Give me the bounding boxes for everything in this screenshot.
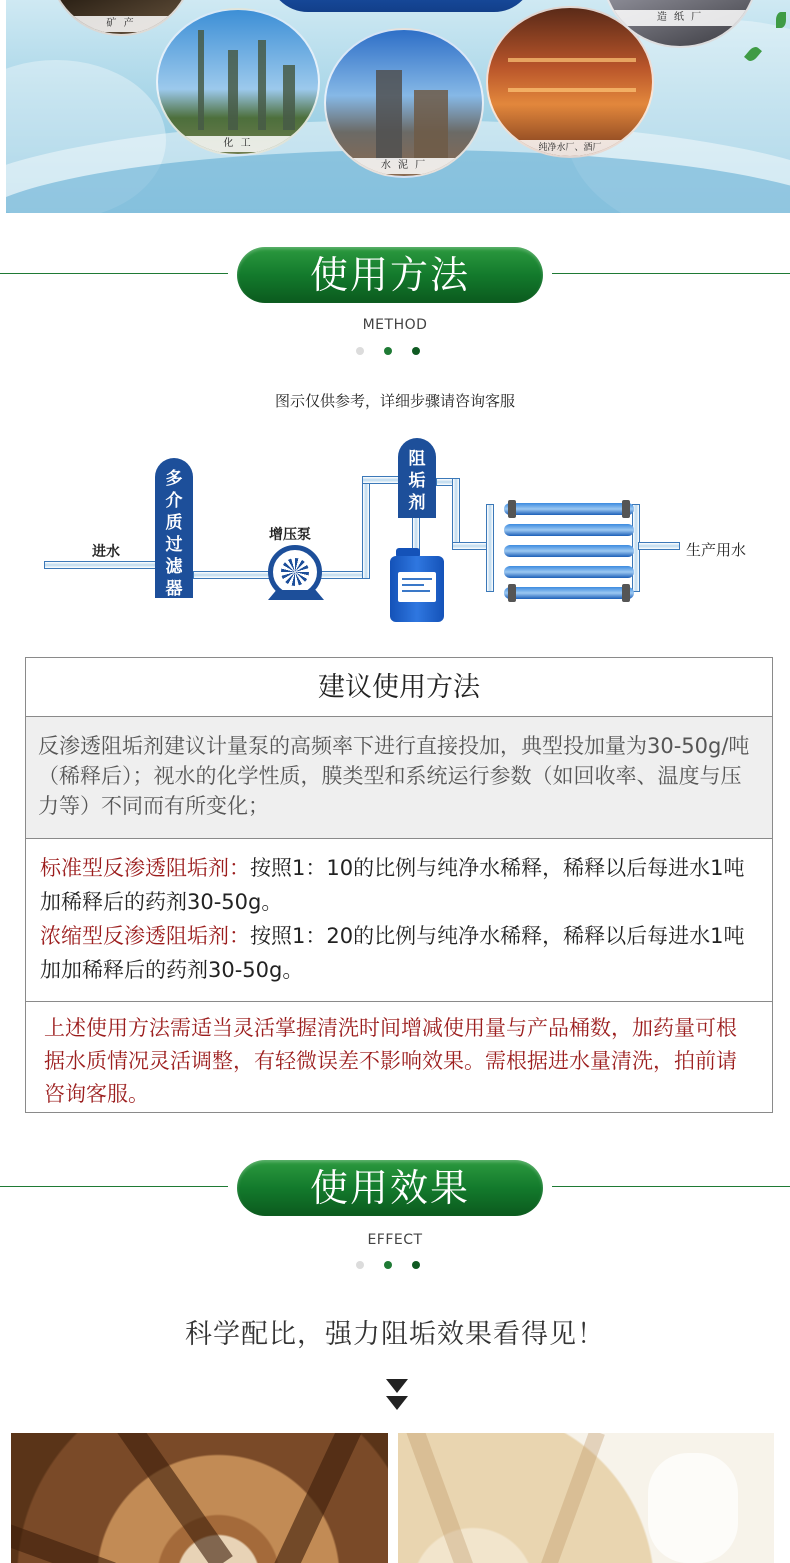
- antiscalant-label: 阻垢剂: [408, 449, 426, 513]
- cement-label: 水 泥 厂: [326, 158, 482, 174]
- membrane-tube: [504, 566, 634, 578]
- after-clean-photo: [398, 1433, 774, 1563]
- drum-label-patch: [398, 572, 436, 602]
- pipe: [638, 542, 680, 550]
- dot-icon: [356, 1261, 364, 1269]
- membrane-tube: [504, 503, 634, 515]
- impeller-blade: [400, 1433, 475, 1563]
- output-label: 生产用水: [686, 541, 747, 559]
- dot-icon: [412, 1261, 420, 1269]
- tower-shape: [228, 50, 238, 130]
- pump-label: 增压泵: [269, 527, 311, 543]
- membrane-cap: [622, 584, 630, 602]
- method-header: [0, 247, 790, 307]
- leaf-icon: [776, 12, 786, 28]
- tower-shape: [258, 40, 266, 130]
- tower-shape: [376, 70, 402, 160]
- paper-label: 造 纸 厂: [604, 10, 756, 26]
- membrane-cap: [508, 500, 516, 518]
- method-title: 使用方法: [237, 247, 543, 303]
- chevron-down-icon: [386, 1396, 408, 1410]
- dot-icon: [356, 347, 364, 355]
- effect-header: [0, 1160, 790, 1220]
- inlet-label: 进水: [92, 544, 120, 560]
- diagram-note: 图示仅供参考，详细步骤请咨询客服: [274, 392, 515, 410]
- divider-line: [552, 1186, 790, 1187]
- membrane-tube: [504, 587, 634, 599]
- impeller-blade: [11, 1518, 116, 1563]
- mine-label: 矿 产: [50, 16, 192, 32]
- tower-shape: [198, 30, 204, 130]
- effect-title: 使用效果: [237, 1160, 543, 1216]
- pump-fan-icon: [281, 558, 309, 586]
- pipe-shape: [508, 58, 636, 62]
- water-brewery-label: 纯净水厂、酒厂: [488, 140, 652, 156]
- usage-table: [25, 657, 773, 1113]
- dot-icon: [384, 1261, 392, 1269]
- pipe: [452, 542, 488, 550]
- chemical-plant-photo: [156, 8, 320, 156]
- banner-top-bar: [268, 0, 534, 12]
- cement-plant-photo: [324, 28, 484, 178]
- impeller-hub: [648, 1453, 738, 1563]
- antiscalant-tank: [398, 438, 436, 518]
- dilution-instructions: [26, 839, 772, 1002]
- decor-dots: [356, 1261, 436, 1271]
- mine-photo: [48, 0, 194, 36]
- membrane-tube: [504, 545, 634, 557]
- multimedia-filter: [155, 458, 193, 598]
- pipe: [362, 476, 402, 484]
- pipe-shape: [508, 88, 636, 92]
- impeller-blade: [116, 1433, 233, 1563]
- impeller-blade: [538, 1433, 604, 1563]
- standard-type-label: 标准型反渗透阻垢剂：: [40, 856, 250, 880]
- dot-icon: [384, 347, 392, 355]
- effect-subtitle: EFFECT: [367, 1232, 423, 1248]
- pipe: [452, 478, 460, 548]
- concentrated-type-label: 浓缩型反渗透阻垢剂：: [40, 924, 250, 948]
- dot-icon: [412, 347, 420, 355]
- effect-slogan: 科学配比，强力阻垢效果看得见！: [185, 1319, 605, 1350]
- pump-base: [268, 590, 324, 600]
- membrane-cap: [508, 584, 516, 602]
- usage-notice: 上述使用方法需适当灵活掌握清洗时间增减使用量与产品桶数，加药量可根据水质情况灵活调整，有轻微误差不影响效果。需根据进水量清洗，拍前请咨询客服。: [44, 1016, 737, 1106]
- before-scale-photo: [11, 1433, 388, 1563]
- general-usage-text: 反渗透阻垢剂建议计量泵的高频率下进行直接投加，典型投加量为30-50g/吨（稀释后）；视水的化学性质，膜类型和系统运行参数（如回收率、温度与压力等）不同而有所变化；: [26, 717, 772, 839]
- pipe: [412, 516, 420, 552]
- concentrated-type-text: 按照1：20的比例与纯净水稀释，稀释以后每进水1吨加加稀释后的药剂30-50g。: [40, 924, 745, 982]
- divider-line: [0, 273, 228, 274]
- pipe: [44, 561, 159, 569]
- tower-shape: [283, 65, 295, 130]
- standard-type-text: 按照1：10的比例与纯净水稀释，稀释以后每进水1吨加稀释后的药剂30-50g。: [40, 856, 745, 914]
- tower-shape: [414, 90, 448, 160]
- chevron-down-icon: [386, 1379, 408, 1393]
- divider-line: [552, 273, 790, 274]
- usage-table-header: 建议使用方法: [26, 658, 772, 717]
- membrane-tube: [504, 524, 634, 536]
- pipe: [320, 571, 364, 579]
- membrane-cap: [622, 500, 630, 518]
- industry-banner: [6, 0, 790, 213]
- impeller-blade: [272, 1433, 361, 1563]
- filter-label: 多介质过滤器: [165, 469, 183, 599]
- chemical-label: 化 工: [158, 136, 318, 152]
- decor-dots: [356, 347, 436, 357]
- pipe: [193, 571, 273, 579]
- divider-line: [0, 1186, 228, 1187]
- method-subtitle: METHOD: [362, 317, 428, 333]
- pipe: [486, 504, 494, 592]
- pipe: [362, 478, 370, 579]
